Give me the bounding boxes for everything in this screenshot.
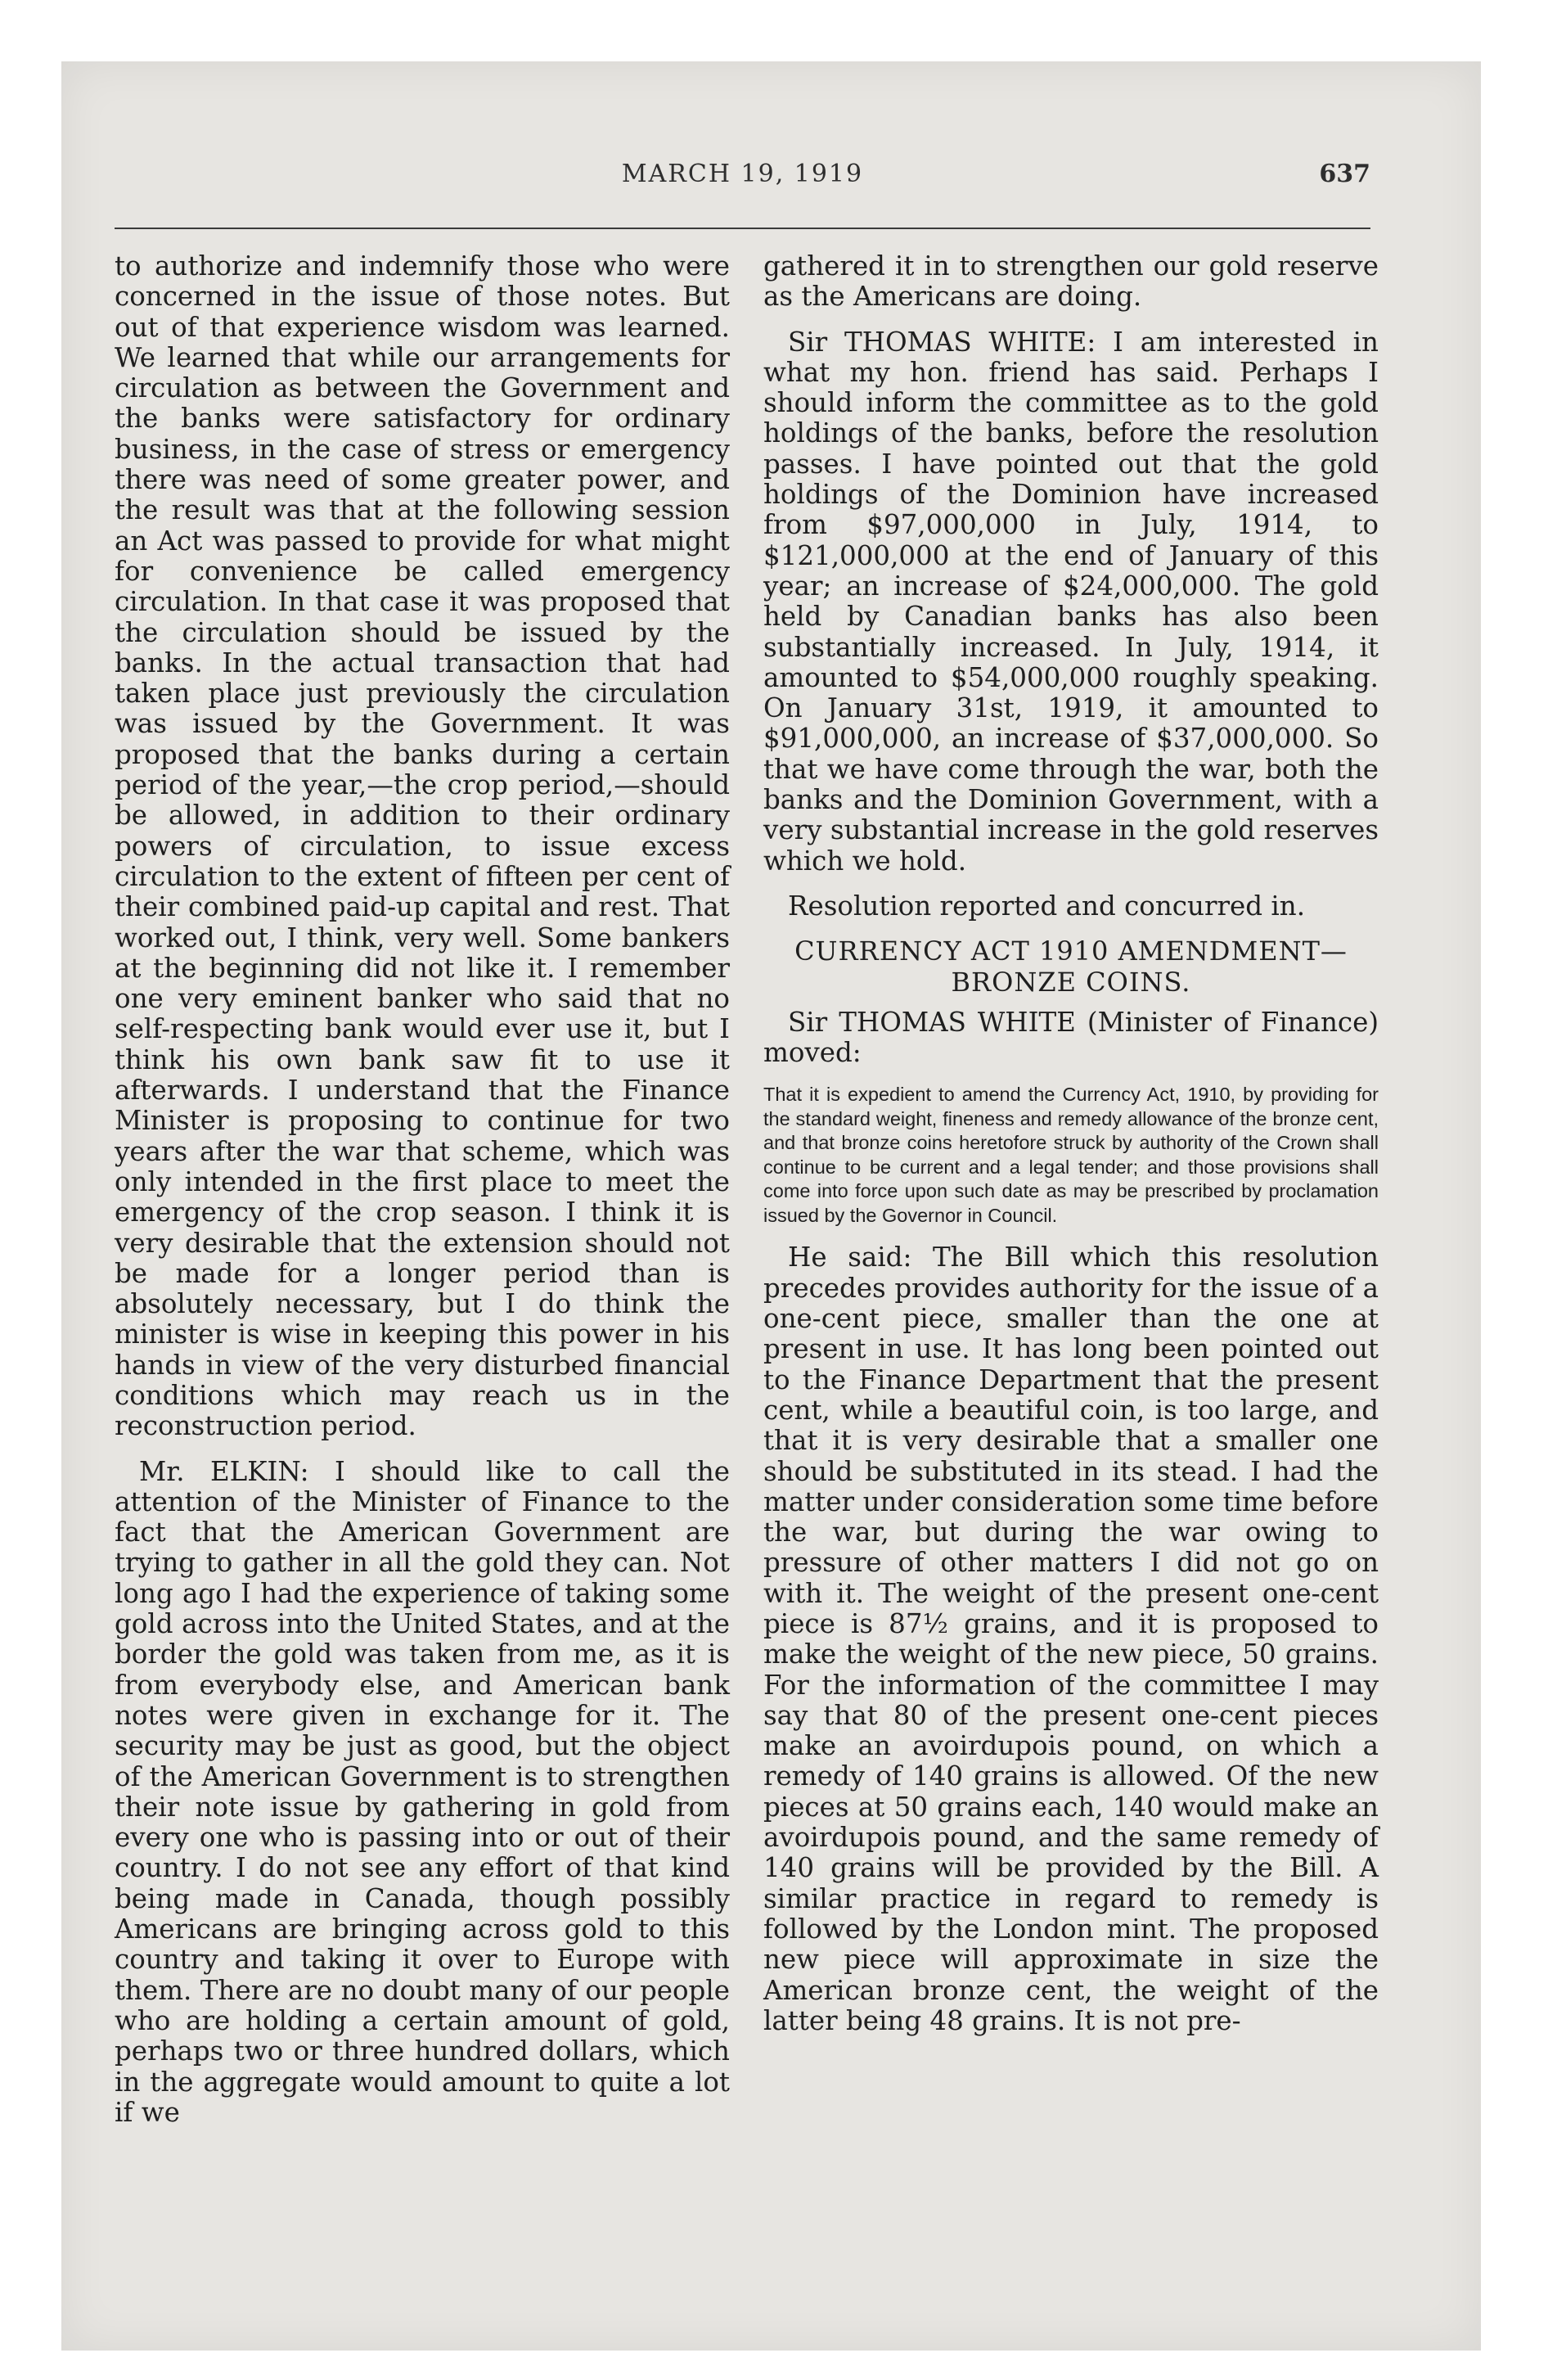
left-column	[115, 251, 730, 2143]
header-date: MARCH 19, 1919	[621, 160, 864, 188]
running-header	[115, 160, 1370, 192]
paragraph: He said: The Bill which this resolution precedes provides authority for the issue of a one-cent piece, smaller than the one at present in use. It has long been pointed out to the Finance Department that the present cent, while a beautiful coin, is too large, and that it is very desirable that a smaller one should be substituted in its stead. I had the matter under consideration some time before the war, but during the war owing to pressure of other matters I did not go on with it. The weight of the present one-cent piece is 87½ grains, and it is proposed to make the weight of the new piece, 50 grains. For the information of the committee I may say that 80 of the present one-cent pieces make an avoirdupois pound, on which a remedy of 140 grains is allowed. Of the new pieces at 50 grains each, 140 would make an avoirdupois pound, and the same remedy of 140 grains will be provided by the Bill. A similar practice in regard to remedy is followed by the London mint. The proposed new piece will approximate in size the American bronze cent, the weight of the latter being 48 grains. It is not pre-	[763, 1242, 1379, 2036]
page-number: 637	[1319, 160, 1370, 188]
section-heading	[763, 936, 1379, 998]
paragraph: to authorize and indemnify those who were concerned in the issue of those notes. But out of that experience wisdom was learned. We learned that while our arrangements for circulation as between the Government and the banks were satisfactory for ordinary business, in the case of stress or emergency there was need of some greater power, and the result was that at the following session an Act was passed to provide for what might for convenience be called emergency circulation. In that case it was proposed that the circulation should be issued by the banks. In the actual transaction that had taken place just previously the circulation was issued by the Government. It was proposed that the banks during a certain period of the year,—the crop period,—should be allowed, in addition to their ordinary powers of circulation, to issue excess circulation to the extent of fifteen per cent of their combined paid-up capital and rest. That worked out, I think, very well. Some bankers at the beginning did not like it. I remember one very eminent banker who said that no self-respecting bank would ever use it, but I think his own bank saw fit to use it afterwards. I understand that the Finance Minister is proposing to continue for two years after the war that scheme, which was only intended in the first place to meet the emergency of the crop season. I think it is very desirable that the extension should not be made for a longer period than is absolutely necessary, but I do think the minister is wise in keeping this power in his hands in view of the very disturbed financial conditions which may reach us in the reconstruction period.	[115, 250, 730, 1442]
heading-line: BRONZE COINS.	[951, 966, 1191, 998]
paragraph: Sir THOMAS WHITE (Minister of Finance) moved:	[763, 1006, 1379, 1069]
heading-line: CURRENCY ACT 1910 AMENDMENT—	[794, 935, 1348, 967]
right-column	[763, 251, 1379, 2051]
paragraph: Mr. ELKIN: I should like to call the attention of the Minister of Finance to the fact that the American Government are trying to gather in all the gold they can. Not long ago I had the experience of taking some gold across into the United States, and at the border the gold was taken from me, as it is from everybody else, and American bank notes were given in exchange for it. The security may be just as good, but the object of the American Government is to strengthen their note issue by gathering in gold from every one who is passing into or out of their country. I do not see any effort of that kind being made in Canada, though possibly Americans are bringing across gold to this country and taking it over to Europe with them. There are no doubt many of our people who are holding a certain amount of gold, perhaps two or three hundred dollars, which in the aggregate would amount to quite a lot if we	[115, 1455, 730, 2128]
header-rule	[115, 228, 1370, 229]
paragraph: Sir THOMAS WHITE: I am interested in what my hon. friend has said. Perhaps I should inform the committee as to the gold holdings of the banks, before the resolution passes. I have pointed out that the gold holdings of the Dominion have increased from $97,000,000 in July, 1914, to $121,000,000 at the end of January of this year; an increase of $24,000,000. The gold held by Canadian banks has also been substantially increased. In July, 1914, it amounted to $54,000,000 roughly speaking. On January 31st, 1919, it amounted to $91,000,000, an increase of $37,000,000. So that we have come through the war, both the banks and the Dominion Government, with a very substantial increase in the gold reserves which we hold.	[763, 326, 1379, 877]
paragraph: Resolution reported and concurred in.	[788, 890, 1306, 922]
motion-text: That it is expedient to amend the Currency Act, 1910, by providing for the standard weight, fineness and remedy allowance of the bronze cent, and that bronze coins heretofore struck by authority of the Crown shall continue to be current and a legal tender; and those provisions shall come into force upon such date as may be prescribed by proclamation issued by the Governor in Council.	[763, 1084, 1379, 1226]
paragraph: gathered it in to strengthen our gold reserve as the Americans are doing.	[763, 250, 1379, 313]
